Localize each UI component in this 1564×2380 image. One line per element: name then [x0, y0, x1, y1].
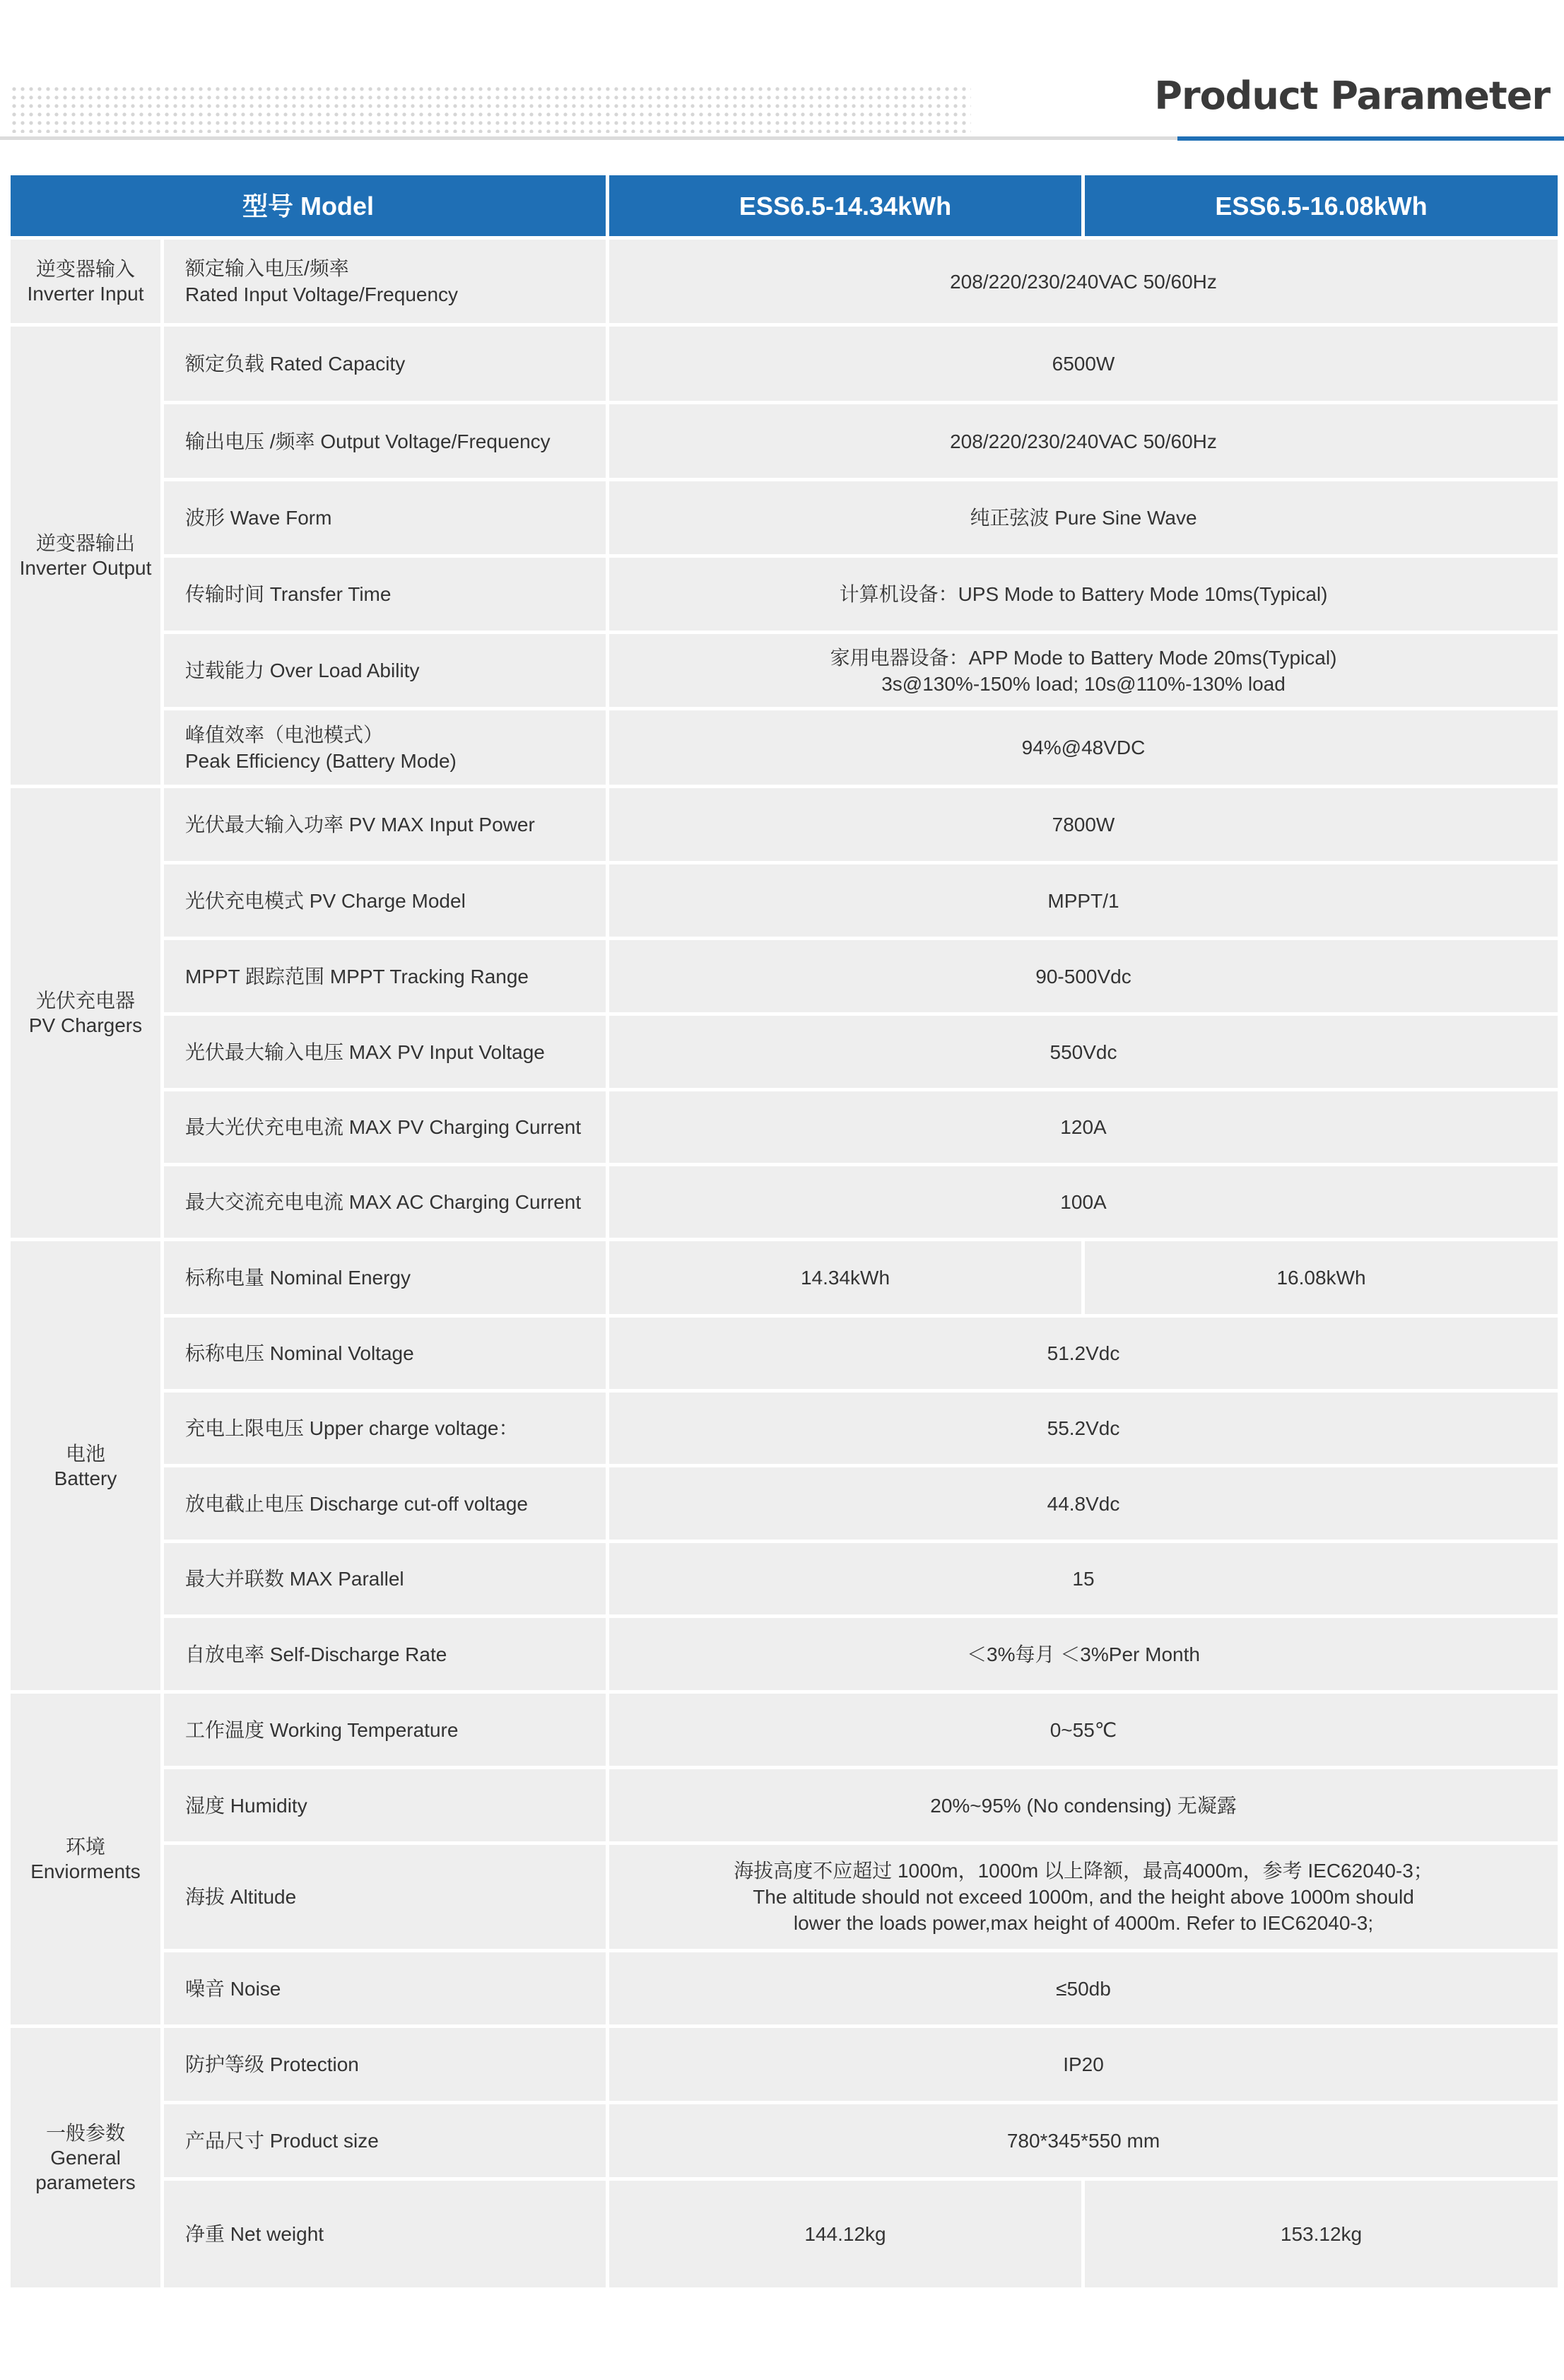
row-value: IP20 [608, 2027, 1560, 2103]
table-row [9, 709, 1560, 787]
row-value-model-a: 144.12kg [608, 2179, 1083, 2290]
row-label: MPPT 跟踪范围 MPPT Tracking Range [163, 939, 608, 1014]
table-row [9, 1951, 1560, 2027]
row-label: 最大交流充电电流 MAX AC Charging Current [163, 1165, 608, 1240]
row-value: 208/220/230/240VAC 50/60Hz [608, 238, 1560, 325]
row-value-model-b: 153.12kg [1083, 2179, 1560, 2290]
row-label: 额定负载 Rated Capacity [163, 325, 608, 403]
row-value: 94%@48VDC [608, 709, 1560, 787]
group-battery: 电池 Battery [9, 1240, 163, 1692]
table-row [9, 238, 1560, 325]
table-row [9, 1542, 1560, 1617]
row-label: 产品尺寸 Product size [163, 2103, 608, 2179]
row-value: ＜3%每月 ＜3%Per Month [608, 1617, 1560, 1692]
table-row [9, 1014, 1560, 1090]
parameter-table [7, 172, 1561, 2291]
group-inverter-input: 逆变器输入 Inverter Input [9, 238, 163, 325]
table-row [9, 2027, 1560, 2103]
row-value: 家用电器设备：APP Mode to Battery Mode 20ms(Typical) 3s@130%-150% load; 10s@110%-130% load [608, 633, 1560, 709]
table-row [9, 1090, 1560, 1165]
row-label: 放电截止电压 Discharge cut-off voltage [163, 1466, 608, 1542]
table-header-row [9, 174, 1560, 238]
dot-pattern-decoration [10, 85, 971, 133]
row-value: 780*345*550 mm [608, 2103, 1560, 2179]
group-inverter-output: 逆变器输出 Inverter Output [9, 325, 163, 787]
group-general-parameters: 一般参数 General parameters [9, 2027, 163, 2290]
page-title: Product Parameter [1154, 74, 1550, 118]
row-label: 工作温度 Working Temperature [163, 1692, 608, 1768]
table-row [9, 1316, 1560, 1391]
row-value: MPPT/1 [608, 863, 1560, 939]
row-value: 7800W [608, 787, 1560, 863]
row-label: 噪音 Noise [163, 1951, 608, 2027]
row-label: 峰值效率（电池模式） Peak Efficiency (Battery Mode) [163, 709, 608, 787]
row-value-model-b: 16.08kWh [1083, 1240, 1560, 1316]
table-row [9, 633, 1560, 709]
row-label: 标称电压 Nominal Voltage [163, 1316, 608, 1391]
table-row [9, 1843, 1560, 1951]
row-label: 湿度 Humidity [163, 1768, 608, 1843]
table-row [9, 1768, 1560, 1843]
row-value: 550Vdc [608, 1014, 1560, 1090]
row-label: 最大光伏充电电流 MAX PV Charging Current [163, 1090, 608, 1165]
row-value: ≤50db [608, 1951, 1560, 2027]
row-label: 最大并联数 MAX Parallel [163, 1542, 608, 1617]
row-value: 15 [608, 1542, 1560, 1617]
table-row [9, 2103, 1560, 2179]
table-row [9, 1466, 1560, 1542]
table-row [9, 863, 1560, 939]
row-value: 90-500Vdc [608, 939, 1560, 1014]
table-row [9, 1617, 1560, 1692]
row-label: 额定输入电压/频率 Rated Input Voltage/Frequency [163, 238, 608, 325]
table-row [9, 325, 1560, 403]
row-value: 51.2Vdc [608, 1316, 1560, 1391]
row-label: 光伏充电模式 PV Charge Model [163, 863, 608, 939]
row-value: 55.2Vdc [608, 1391, 1560, 1466]
row-label: 海拔 Altitude [163, 1843, 608, 1951]
group-pv-chargers: 光伏充电器 PV Chargers [9, 787, 163, 1240]
row-value: 6500W [608, 325, 1560, 403]
table-row [9, 787, 1560, 863]
row-label: 光伏最大输入功率 PV MAX Input Power [163, 787, 608, 863]
model-b-header: ESS6.5-16.08kWh [1083, 174, 1560, 238]
model-header: 型号 Model [9, 174, 608, 238]
row-value: 计算机设备：UPS Mode to Battery Mode 10ms(Typical) [608, 556, 1560, 633]
row-label: 过载能力 Over Load Ability [163, 633, 608, 709]
row-label: 充电上限电压 Upper charge voltage： [163, 1391, 608, 1466]
row-label: 标称电量 Nominal Energy [163, 1240, 608, 1316]
row-value-model-a: 14.34kWh [608, 1240, 1083, 1316]
row-label: 防护等级 Protection [163, 2027, 608, 2103]
model-a-header: ESS6.5-14.34kWh [608, 174, 1083, 238]
header-rule-blue [1177, 136, 1564, 141]
row-label: 净重 Net weight [163, 2179, 608, 2290]
table-row [9, 1692, 1560, 1768]
row-label: 光伏最大输入电压 MAX PV Input Voltage [163, 1014, 608, 1090]
header-rule-gray [0, 136, 1177, 140]
row-value: 0~55℃ [608, 1692, 1560, 1768]
table-row [9, 1391, 1560, 1466]
table-row [9, 480, 1560, 556]
row-value: 海拔高度不应超过 1000m，1000m 以上降额，最高4000m，参考 IEC62040-3； The altitude should not exceed 1000m, and the height above 1000m should lower the loads power,max height of 4000m. Refer to IEC62040-3; [608, 1843, 1560, 1951]
row-label: 输出电压 /频率 Output Voltage/Frequency [163, 403, 608, 480]
row-value: 208/220/230/240VAC 50/60Hz [608, 403, 1560, 480]
row-value: 100A [608, 1165, 1560, 1240]
table-row [9, 1165, 1560, 1240]
row-label: 自放电率 Self-Discharge Rate [163, 1617, 608, 1692]
group-environments: 环境 Enviorments [9, 1692, 163, 2027]
row-label: 传输时间 Transfer Time [163, 556, 608, 633]
row-label: 波形 Wave Form [163, 480, 608, 556]
table-row [9, 939, 1560, 1014]
row-value: 120A [608, 1090, 1560, 1165]
row-value: 44.8Vdc [608, 1466, 1560, 1542]
table-row [9, 556, 1560, 633]
table-row [9, 1240, 1560, 1316]
table-row [9, 403, 1560, 480]
row-value: 20%~95% (No condensing) 无凝露 [608, 1768, 1560, 1843]
row-value: 纯正弦波 Pure Sine Wave [608, 480, 1560, 556]
table-row [9, 2179, 1560, 2290]
